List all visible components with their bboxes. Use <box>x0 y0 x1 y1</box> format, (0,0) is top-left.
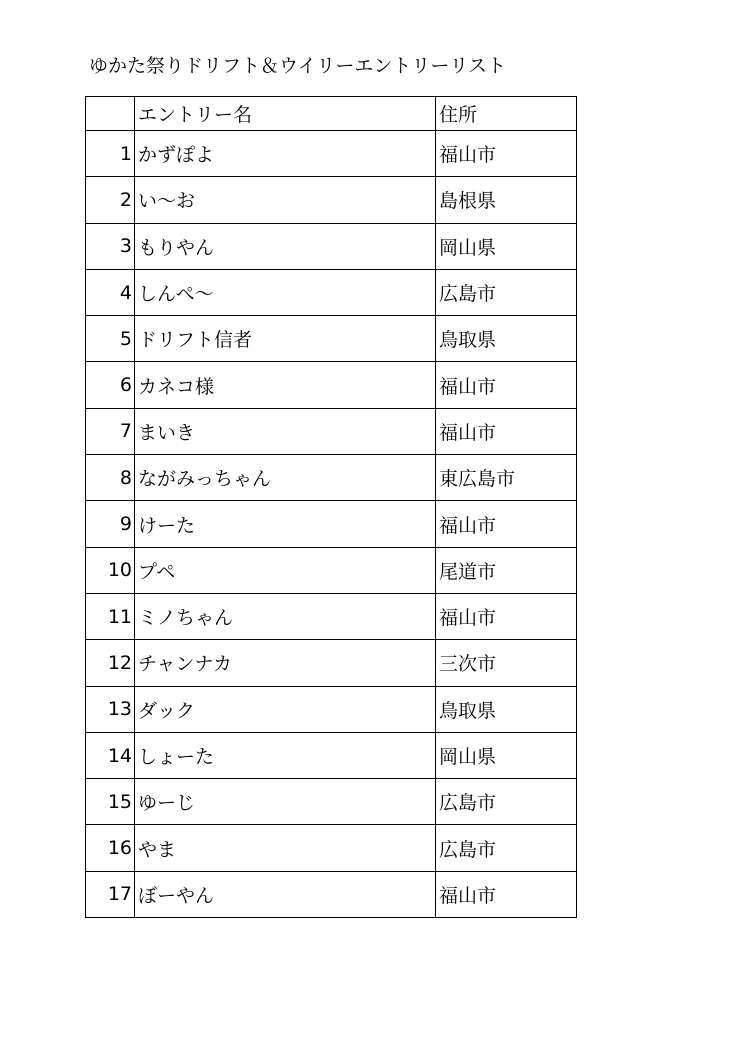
table-row <box>86 779 577 825</box>
entry-address: 福山市 <box>436 871 577 917</box>
table-header-row <box>86 97 577 131</box>
entry-list-table <box>85 96 577 918</box>
entry-name: ぼーやん <box>135 871 436 917</box>
entry-address: 東広島市 <box>436 455 577 501</box>
entry-name: プペ <box>135 547 436 593</box>
entry-name: しんぺ～ <box>135 269 436 315</box>
entry-address: 広島市 <box>436 779 577 825</box>
entry-address: 鳥取県 <box>436 686 577 732</box>
table-row <box>86 269 577 315</box>
entry-address: 鳥取県 <box>436 316 577 362</box>
table-row <box>86 547 577 593</box>
entry-number: 4 <box>86 269 135 315</box>
entry-number: 9 <box>86 501 135 547</box>
entry-name: まいき <box>135 408 436 454</box>
entry-address: 島根県 <box>436 177 577 223</box>
table-row <box>86 732 577 778</box>
entry-address: 福山市 <box>436 362 577 408</box>
header-entry-name: エントリー名 <box>135 97 436 131</box>
entry-address: 広島市 <box>436 269 577 315</box>
entry-number: 17 <box>86 871 135 917</box>
table-row <box>86 825 577 871</box>
table-row <box>86 223 577 269</box>
entry-address: 広島市 <box>436 825 577 871</box>
table-row <box>86 455 577 501</box>
entry-address: 福山市 <box>436 131 577 177</box>
entry-name: ながみっちゃん <box>135 455 436 501</box>
entry-number: 16 <box>86 825 135 871</box>
entry-number: 14 <box>86 732 135 778</box>
entry-name: やま <box>135 825 436 871</box>
entry-name: けーた <box>135 501 436 547</box>
table-row <box>86 501 577 547</box>
entry-address: 三次市 <box>436 640 577 686</box>
table-row <box>86 871 577 917</box>
table-row <box>86 131 577 177</box>
entry-number: 7 <box>86 408 135 454</box>
entry-address: 福山市 <box>436 593 577 639</box>
table-row <box>86 408 577 454</box>
table-row <box>86 640 577 686</box>
table-row <box>86 593 577 639</box>
entry-number: 5 <box>86 316 135 362</box>
entry-name: かずぽよ <box>135 131 436 177</box>
entry-address: 福山市 <box>436 501 577 547</box>
entry-address: 岡山県 <box>436 732 577 778</box>
entry-name: ドリフト信者 <box>135 316 436 362</box>
entry-number: 1 <box>86 131 135 177</box>
entry-address: 尾道市 <box>436 547 577 593</box>
entry-number: 11 <box>86 593 135 639</box>
entry-name: い～お <box>135 177 436 223</box>
table-row <box>86 362 577 408</box>
table-row <box>86 177 577 223</box>
entry-name: カネコ様 <box>135 362 436 408</box>
entry-address: 岡山県 <box>436 223 577 269</box>
entry-number: 3 <box>86 223 135 269</box>
table-row <box>86 316 577 362</box>
entry-address: 福山市 <box>436 408 577 454</box>
entry-number: 12 <box>86 640 135 686</box>
entry-name: しょーた <box>135 732 436 778</box>
table-row <box>86 686 577 732</box>
entry-name: チャンナカ <box>135 640 436 686</box>
document-title: ゆかた祭りドリフト＆ウイリーエントリーリスト <box>89 55 507 77</box>
entry-number: 15 <box>86 779 135 825</box>
entry-name: ダック <box>135 686 436 732</box>
entry-name: ゆーじ <box>135 779 436 825</box>
header-number <box>86 97 135 131</box>
entry-number: 8 <box>86 455 135 501</box>
entry-name: ミノちゃん <box>135 593 436 639</box>
entry-name: もりやん <box>135 223 436 269</box>
entry-number: 2 <box>86 177 135 223</box>
entry-number: 13 <box>86 686 135 732</box>
header-address: 住所 <box>436 97 577 131</box>
entry-number: 6 <box>86 362 135 408</box>
entry-number: 10 <box>86 547 135 593</box>
